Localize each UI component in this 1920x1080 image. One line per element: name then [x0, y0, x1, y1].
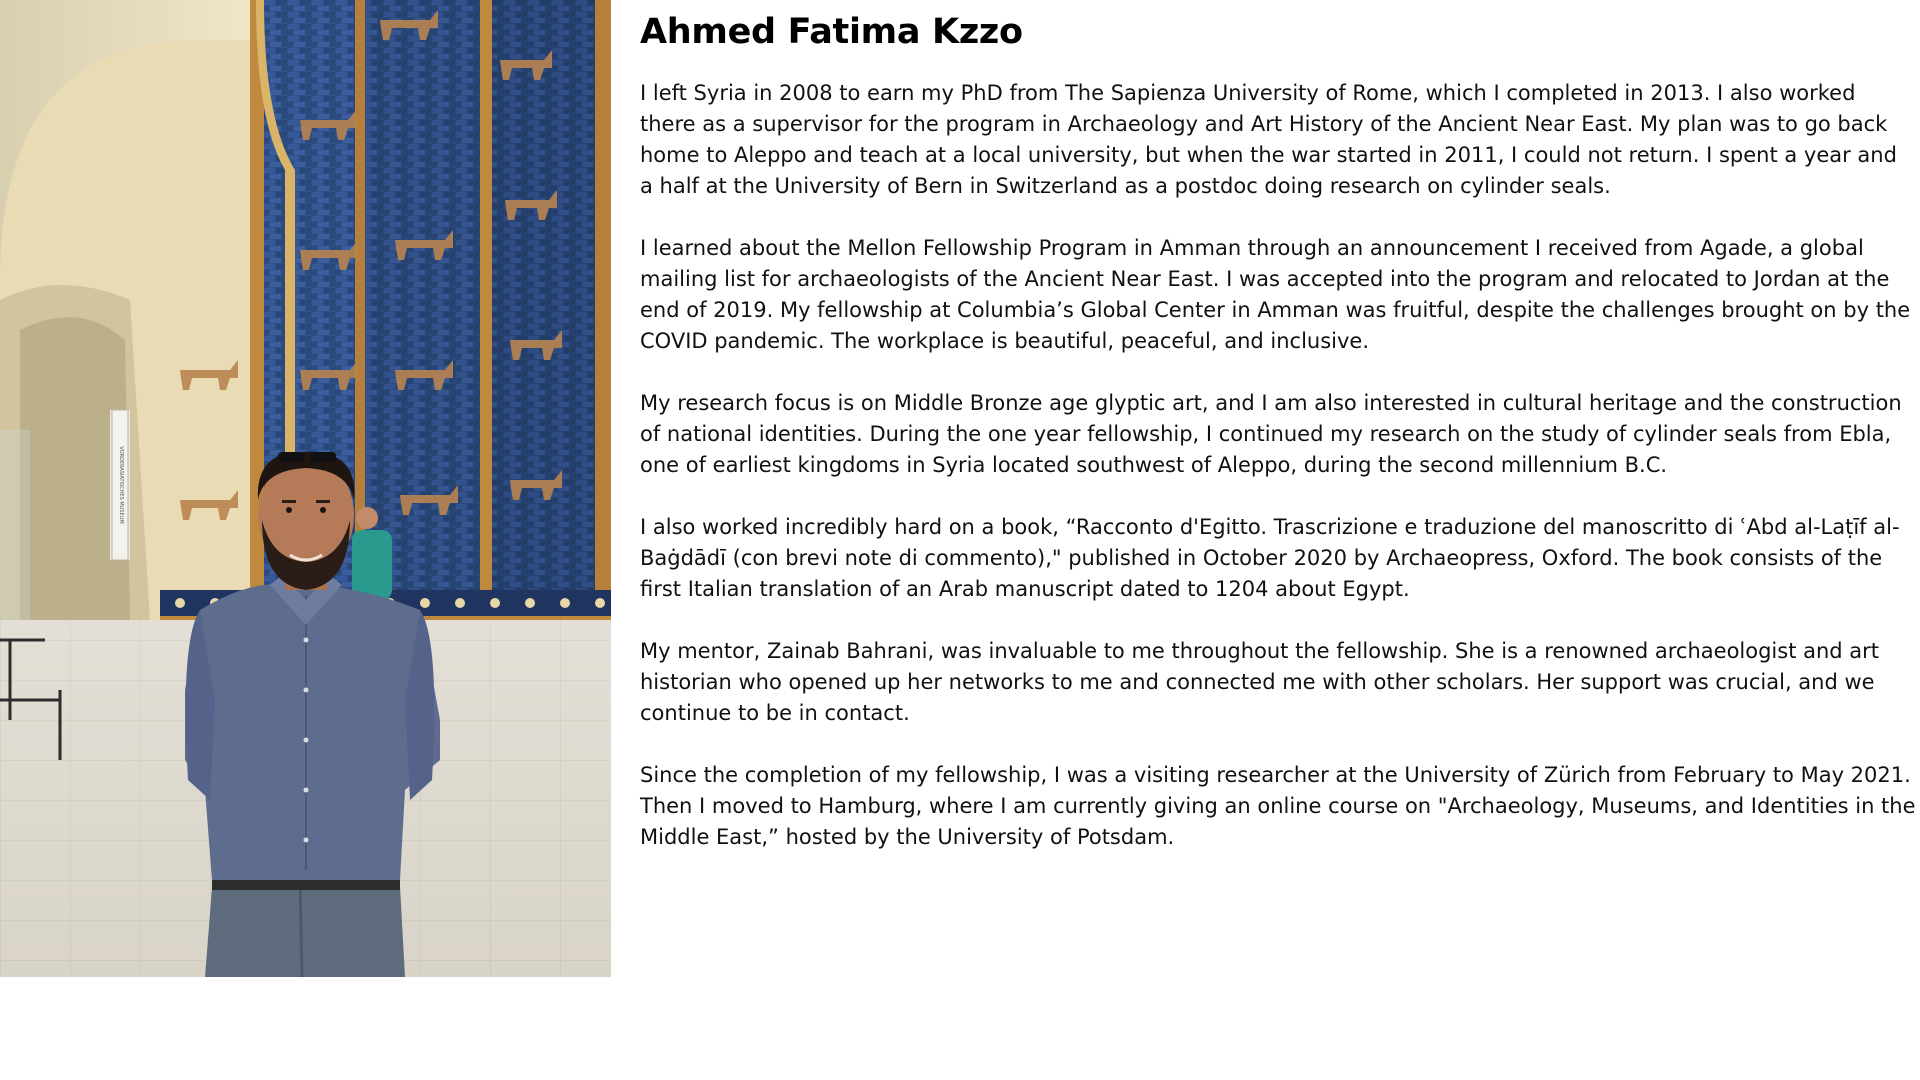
bio-paragraph-2: I learned about the Mellon Fellowship Program in Amman through an announcement I received from Agade, a global mailing list for archaeologists of the Ancient Near East. I was accepted into the program and relocated to Jordan at the end of 2019. My fellowship at Columbia’s Global Center in Amman was fruitful, despite the challenges brought on by the COVID pandemic. The workplace is beautiful, peaceful, and inclusive.: [640, 236, 1911, 353]
bio-paragraph-1: I left Syria in 2008 to earn my PhD from The Sapienza University of Rome, which I completed in 2013. I also worked there as a supervisor for the program in Archaeology and Art History of the Ancient Near East. My plan was to go back home to Aleppo and teach at a local university, but when the war started in 2011, I could not return. I spent a year and a half at the University of Bern in Switzerland as a postdoc doing research on cylinder seals.: [640, 81, 1897, 198]
portrait-photo-icon: [0, 0, 611, 977]
bio-paragraph-6: Since the completion of my fellowship, I was a visiting researcher at the University of Zürich from February to May 2021. Then I moved to Hamburg, where I am currently giving an online course on "Archaeology, Museums, and Identities in the Middle East,” hosted by the University of Potsdam.: [640, 763, 1916, 849]
person-name: Ahmed Fatima Kzzo: [640, 12, 1023, 52]
bio-paragraph-5: My mentor, Zainab Bahrani, was invaluable to me throughout the fellowship. She is a renowned archaeologist and art historian who opened up her networks to me and connected me with other scholars. Her support was crucial, and we continue to be in contact.: [640, 639, 1880, 725]
profile-photo: [0, 0, 611, 977]
bio-article: [640, 6, 1916, 884]
bio-paragraph-4: I also worked incredibly hard on a book, “Racconto d'Egitto. Trascrizione e traduzione del manoscritto di ʿAbd al-Laṭīf al-Baġdādī (con brevi note di commento)," published in October 2020 by Archaeopress, Oxford. The book consists of the first Italian translation of an Arab manuscript dated to 1204 about Egypt.: [640, 515, 1900, 601]
museum-sign: VORDERASIATISCHES MUSEUM: [118, 446, 124, 524]
bio-paragraph-3: My research focus is on Middle Bronze age glyptic art, and I am also interested in cultural heritage and the construction of national identities. During the one year fellowship, I continued my research on the study of cylinder seals from Ebla, one of earliest kingdoms in Syria located southwest of Aleppo, during the second millennium B.C.: [640, 391, 1902, 477]
